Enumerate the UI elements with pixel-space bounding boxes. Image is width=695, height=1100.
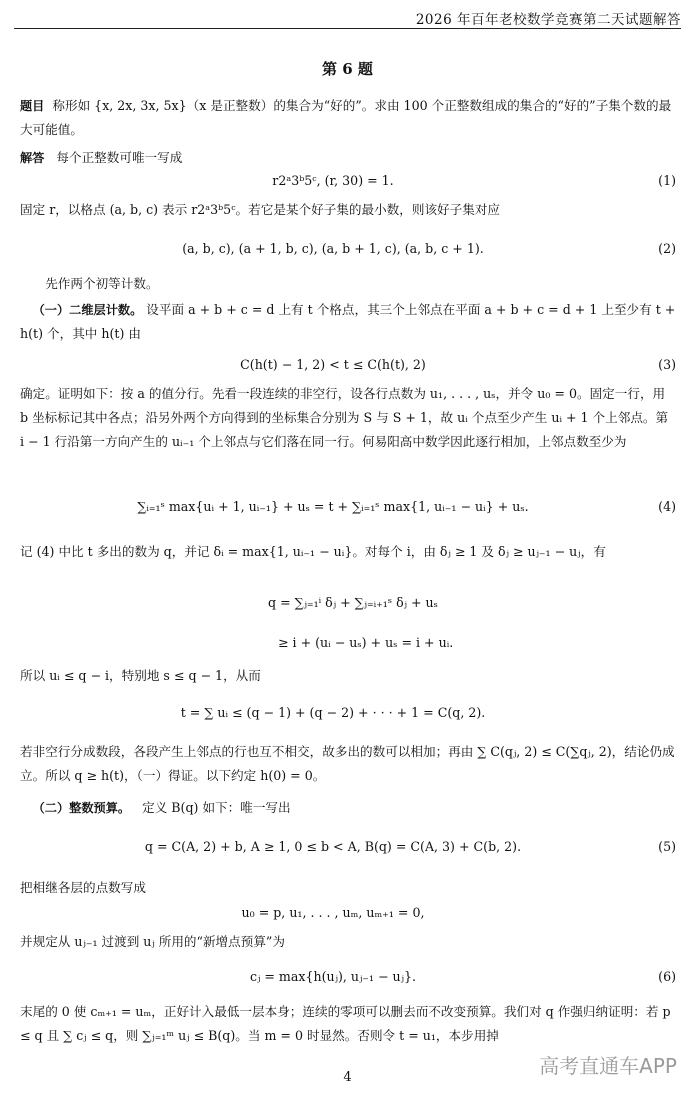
section-2-text: 定义 B(q) 如下：唯一写出: [142, 800, 291, 815]
equation-4-body: ∑ᵢ₌₁ˢ max{uᵢ + 1, uᵢ₋₁} + uₛ = t + ∑ᵢ₌₁ˢ max{1, uᵢ₋₁ − uᵢ} + uₛ.: [137, 499, 529, 514]
paragraph-define-q: 记 (4) 中比 t 多出的数为 q，并记 δᵢ = max{1, uᵢ₋₁ − uᵢ}。对每个 i，由 δⱼ ≥ 1 及 δⱼ ≥ uⱼ₋₁ − uⱼ，有: [20, 544, 606, 559]
equation-6-number: (6): [658, 969, 676, 984]
answer-intro: [20, 146, 676, 170]
running-header: 2026 年百年老校数学竞赛第二天试题解答: [415, 12, 681, 28]
equation-u-sequence-body: u₀ = p, u₁, . . . , uₘ, uₘ₊₁ = 0,: [241, 905, 425, 920]
paragraph-first-counts: 先作两个初等计数。: [45, 276, 159, 291]
answer-label: 解答: [20, 151, 45, 165]
watermark: 高考直通车APP: [539, 1054, 677, 1078]
section-2-label: （二）整数预算。: [32, 801, 131, 815]
problem-title: 第 6 题: [322, 60, 373, 78]
equation-1-number: (1): [658, 173, 676, 188]
problem-text: 称形如 {x, 2x, 3x, 5x}（x 是正整数）的集合为“好的”。求由 100 个正整数组成的集合的“好的”子集个数的最大可能值。: [20, 98, 672, 137]
equation-5-number: (5): [658, 839, 676, 854]
paragraph-induction: 末尾的 0 使 cₘ₊₁ = uₘ，正好计入最低一层本身；连续的零项可以删去而不改变预算。我们对 q 作强归纳证明：若 p ≤ q 且 ∑ cⱼ ≤ q，则 ∑ⱼ₌₁ᵐ uⱼ ≤ B(q)。当 m = 0 时显然。否则令 t = u₁，本步用掉: [20, 1004, 671, 1043]
problem-statement: [20, 94, 676, 142]
equation-3-body: C(h(t) − 1, 2) < t ≤ C(h(t), 2): [240, 357, 426, 372]
section-1-label: （一）二维层计数。: [32, 303, 143, 317]
equation-5-body: q = C(A, 2) + b, A ≥ 1, 0 ≤ b < A, B(q) = C(A, 3) + C(b, 2).: [144, 839, 522, 854]
section-1-intro: [20, 298, 676, 346]
section-1-text: 设平面 a + b + c = d 上有 t 个格点，其三个上邻点在平面 a + b + c = d + 1 上至少有 t + h(t) 个，其中 h(t) 由: [20, 302, 676, 341]
equation-2-number: (2): [658, 241, 676, 256]
equation-6-body: cⱼ = max{h(uⱼ), uⱼ₋₁ − uⱼ}.: [249, 969, 417, 984]
answer-intro-text: 每个正整数可唯一写成: [56, 150, 183, 165]
equation-4-number: (4): [658, 499, 676, 514]
equation-2-body: (a, b, c), (a + 1, b, c), (a, b + 1, c), (a, b, c + 1).: [182, 241, 484, 256]
equation-q-line-2-body: ≥ i + (uᵢ − uₛ) + uₛ = i + uᵢ.: [278, 635, 454, 650]
page-number: 4: [343, 1070, 352, 1085]
paragraph-fix-r: 固定 r，以格点 (a, b, c) 表示 r2ᵃ3ᵇ5ᶜ。若它是某个好子集的最小数，则该好子集对应: [20, 202, 501, 217]
paragraph-proof-rows: 确定。证明如下：按 a 的值分行。先看一段连续的非空行，设各行点数为 u₁, . . . , uₛ，并令 u₀ = 0。固定一行，用 b 坐标标记其中各点；沿另外两个方向得到的坐标集合分别为 S 与 S + 1，故 uᵢ 个点至少产生 uᵢ + 1 个上邻点。第 i − 1 行沿第一方向产生的 uᵢ₋₁ 个上邻点与它们落在同一行。何易阳高中数学因此逐行相加，上邻点数至少为: [20, 386, 669, 449]
equation-3-number: (3): [658, 357, 676, 372]
equation-q-line-1-body: q = ∑ⱼ₌₁ⁱ δⱼ + ∑ⱼ₌ᵢ₊₁ˢ δⱼ + uₛ: [268, 595, 438, 610]
paragraph-segments: 若非空行分成数段，各段产生上邻点的行也互不相交，故多出的数可以相加；再由 ∑ C(qⱼ, 2) ≤ C(∑qⱼ, 2)，结论仍成立。所以 q ≥ h(t)，（一）得证。以下约定 h(0) = 0。: [20, 744, 675, 783]
paragraph-layers: 把相继各层的点数写成: [20, 880, 146, 895]
equation-1-body: r2ᵃ3ᵇ5ᶜ, (r, 30) = 1.: [272, 173, 394, 188]
problem-label: 题目: [20, 99, 45, 113]
equation-t-bound-body: t = ∑ uᵢ ≤ (q − 1) + (q − 2) + · · · + 1 = C(q, 2).: [180, 705, 486, 720]
paragraph-budget-rule: 并规定从 uⱼ₋₁ 过渡到 uⱼ 所用的“新增点预算”为: [20, 934, 285, 949]
section-2-intro: [20, 796, 676, 820]
paragraph-so: 所以 uᵢ ≤ q − i，特别地 s ≤ q − 1，从而: [20, 668, 261, 683]
header-rule: [14, 28, 681, 29]
